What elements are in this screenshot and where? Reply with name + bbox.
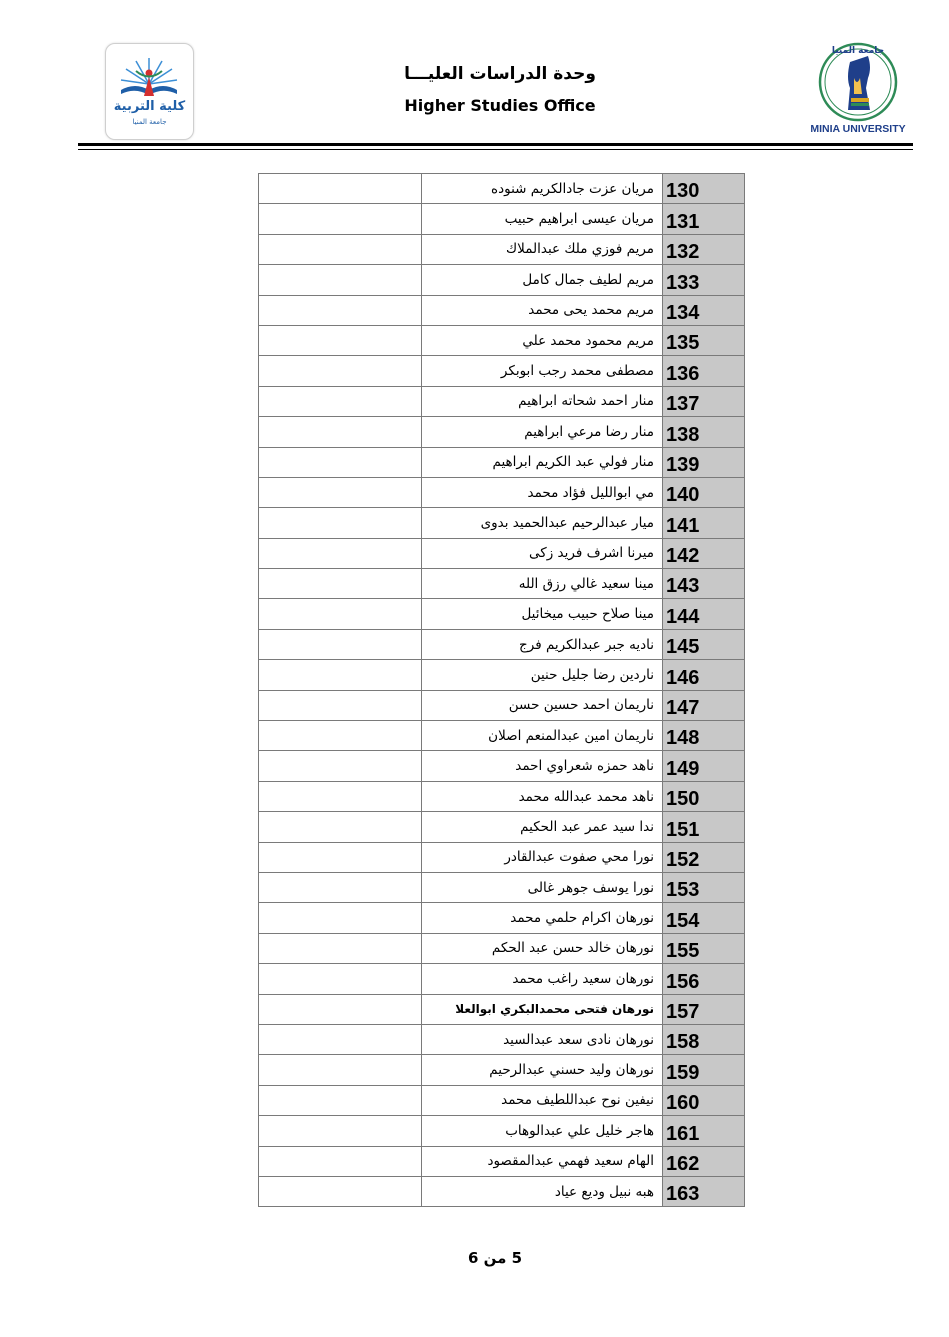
notes-cell — [259, 660, 422, 690]
table-row — [259, 447, 745, 477]
student-name-cell: ناريمان امين عبدالمنعم اصلان — [422, 721, 663, 751]
notes-cell — [259, 690, 422, 720]
table-row — [259, 569, 745, 599]
student-name-cell: منار رضا مرعي ابراهيم — [422, 417, 663, 447]
notes-cell — [259, 204, 422, 234]
serial-number-cell: 138 — [663, 417, 745, 447]
student-name-cell: ناريمان احمد حسين حسن — [422, 690, 663, 720]
student-name-cell: مريم محمود محمد علي — [422, 325, 663, 355]
student-name-cell: ناهد حمزه شعراوي احمد — [422, 751, 663, 781]
table-row — [259, 265, 745, 295]
serial-number-cell: 162 — [663, 1146, 745, 1176]
office-title-arabic: وحدة الدراسات العليـــا — [404, 64, 596, 84]
table-row — [259, 417, 745, 447]
student-name-cell: ناديه جبر عبدالكريم فرج — [422, 629, 663, 659]
serial-number-cell: 143 — [663, 569, 745, 599]
table-row — [259, 933, 745, 963]
serial-number-cell: 144 — [663, 599, 745, 629]
table-row — [259, 599, 745, 629]
header-divider-thin — [78, 149, 913, 150]
serial-number-cell: 149 — [663, 751, 745, 781]
notes-cell — [259, 234, 422, 264]
table-row — [259, 781, 745, 811]
table-row — [259, 204, 745, 234]
table-row — [259, 660, 745, 690]
notes-cell — [259, 174, 422, 204]
table-row — [259, 1116, 745, 1146]
university-logo-arc-text: جامعة المنيا — [831, 46, 885, 56]
table-row — [259, 872, 745, 902]
student-name-cell: ميرنا اشرف فريد زكى — [422, 538, 663, 568]
serial-number-cell: 132 — [663, 234, 745, 264]
student-name-cell: نورهان اكرام حلمي محمد — [422, 903, 663, 933]
serial-number-cell: 161 — [663, 1116, 745, 1146]
serial-number-cell: 131 — [663, 204, 745, 234]
student-name-cell: مصطفى محمد رجب ابوبكر — [422, 356, 663, 386]
serial-number-cell: 148 — [663, 721, 745, 751]
serial-number-cell: 133 — [663, 265, 745, 295]
table-row — [259, 1146, 745, 1176]
student-name-cell: نورهان وليد حسني عبدالرحيم — [422, 1055, 663, 1085]
notes-cell — [259, 447, 422, 477]
notes-cell — [259, 265, 422, 295]
student-name-cell: منار فولي عبد الكريم ابراهيم — [422, 447, 663, 477]
student-name-cell: نيفين نوح عبداللطيف محمد — [422, 1085, 663, 1115]
serial-number-cell: 153 — [663, 872, 745, 902]
university-logo-name: MINIA UNIVERSITY — [810, 123, 906, 135]
student-name-cell: هاجر خليل علي عبدالوهاب — [422, 1116, 663, 1146]
student-name-cell: نورهان فتحى محمدالبكري ابوالعلا — [422, 994, 663, 1024]
table-row — [259, 477, 745, 507]
notes-cell — [259, 751, 422, 781]
serial-number-cell: 145 — [663, 629, 745, 659]
notes-cell — [259, 1055, 422, 1085]
notes-cell — [259, 994, 422, 1024]
table-row — [259, 538, 745, 568]
student-name-cell: نورهان خالد حسن عبد الحكم — [422, 933, 663, 963]
table-row — [259, 356, 745, 386]
student-name-cell: نورهان سعيد راغب محمد — [422, 964, 663, 994]
serial-number-cell: 141 — [663, 508, 745, 538]
notes-cell — [259, 508, 422, 538]
serial-number-cell: 151 — [663, 812, 745, 842]
notes-cell — [259, 1146, 422, 1176]
serial-number-cell: 134 — [663, 295, 745, 325]
document-header — [0, 0, 949, 160]
student-name-cell: مريم محمد يحى محمد — [422, 295, 663, 325]
faculty-of-education-logo — [105, 43, 194, 140]
table-row — [259, 325, 745, 355]
serial-number-cell: 154 — [663, 903, 745, 933]
notes-cell — [259, 721, 422, 751]
serial-number-cell: 150 — [663, 781, 745, 811]
notes-cell — [259, 933, 422, 963]
table-row — [259, 812, 745, 842]
header-divider-thick — [78, 143, 913, 146]
serial-number-cell: 152 — [663, 842, 745, 872]
table-row — [259, 1055, 745, 1085]
table-row — [259, 508, 745, 538]
notes-cell — [259, 1116, 422, 1146]
table-row — [259, 1024, 745, 1054]
serial-number-cell: 139 — [663, 447, 745, 477]
notes-cell — [259, 629, 422, 659]
table-row — [259, 994, 745, 1024]
serial-number-cell: 135 — [663, 325, 745, 355]
serial-number-cell: 156 — [663, 964, 745, 994]
table-row — [259, 1176, 745, 1206]
table-row — [259, 234, 745, 264]
student-name-cell: مريم فوزي ملك عبدالملاك — [422, 234, 663, 264]
serial-number-cell: 140 — [663, 477, 745, 507]
notes-cell — [259, 417, 422, 447]
faculty-logo-name: كلية التربية — [113, 99, 186, 114]
faculty-logo-subtitle: جامعة المنيا — [132, 118, 167, 126]
student-name-cell: الهام سعيد فهمي عبدالمقصود — [422, 1146, 663, 1176]
student-name-cell: منار احمد شحاته ابراهيم — [422, 386, 663, 416]
notes-cell — [259, 295, 422, 325]
notes-cell — [259, 325, 422, 355]
minia-university-logo — [808, 38, 908, 138]
student-name-cell: نورهان نادى سعد عبدالسيد — [422, 1024, 663, 1054]
notes-cell — [259, 872, 422, 902]
student-name-cell: مريان عزت جادالكريم شنوده — [422, 174, 663, 204]
student-name-cell: مينا سعيد غالي رزق الله — [422, 569, 663, 599]
serial-number-cell: 137 — [663, 386, 745, 416]
serial-number-cell: 163 — [663, 1176, 745, 1206]
serial-number-cell: 155 — [663, 933, 745, 963]
notes-cell — [259, 1085, 422, 1115]
notes-cell — [259, 386, 422, 416]
student-name-cell: مينا صلاح حبيب ميخائيل — [422, 599, 663, 629]
notes-cell — [259, 1176, 422, 1206]
serial-number-cell: 142 — [663, 538, 745, 568]
notes-cell — [259, 903, 422, 933]
serial-number-cell: 159 — [663, 1055, 745, 1085]
notes-cell — [259, 538, 422, 568]
student-roster-table — [258, 173, 745, 1207]
notes-cell — [259, 1024, 422, 1054]
student-name-cell: هبه نبيل وديع عياد — [422, 1176, 663, 1206]
serial-number-cell: 157 — [663, 994, 745, 1024]
table-row — [259, 903, 745, 933]
table-row — [259, 751, 745, 781]
notes-cell — [259, 356, 422, 386]
serial-number-cell: 136 — [663, 356, 745, 386]
student-name-cell: مريم لطيف جمال كامل — [422, 265, 663, 295]
serial-number-cell: 160 — [663, 1085, 745, 1115]
notes-cell — [259, 842, 422, 872]
table-row — [259, 690, 745, 720]
student-name-cell: نورا يوسف جوهر غالى — [422, 872, 663, 902]
notes-cell — [259, 477, 422, 507]
student-name-cell: ناردين رضا جليل حنين — [422, 660, 663, 690]
student-name-cell: ميار عبدالرحيم عبدالحميد بدوى — [422, 508, 663, 538]
table-row — [259, 174, 745, 204]
notes-cell — [259, 964, 422, 994]
table-row — [259, 386, 745, 416]
student-name-cell: نورا محي صفوت عبدالقادر — [422, 842, 663, 872]
notes-cell — [259, 812, 422, 842]
table-row — [259, 295, 745, 325]
page-number: 5 من 6 — [467, 1249, 523, 1267]
table-row — [259, 721, 745, 751]
notes-cell — [259, 781, 422, 811]
student-name-cell: ناهد محمد عبدالله محمد — [422, 781, 663, 811]
table-row — [259, 964, 745, 994]
serial-number-cell: 158 — [663, 1024, 745, 1054]
notes-cell — [259, 569, 422, 599]
serial-number-cell: 146 — [663, 660, 745, 690]
student-name-cell: ندا سيد عمر عبد الحكيم — [422, 812, 663, 842]
student-name-cell: مريان عيسى ابراهيم حبيب — [422, 204, 663, 234]
table-row — [259, 842, 745, 872]
table-row — [259, 1085, 745, 1115]
table-row — [259, 629, 745, 659]
student-name-cell: مي ابوالليل فؤاد محمد — [422, 477, 663, 507]
office-title-english: Higher Studies Office — [404, 96, 596, 115]
serial-number-cell: 130 — [663, 174, 745, 204]
serial-number-cell: 147 — [663, 690, 745, 720]
notes-cell — [259, 599, 422, 629]
